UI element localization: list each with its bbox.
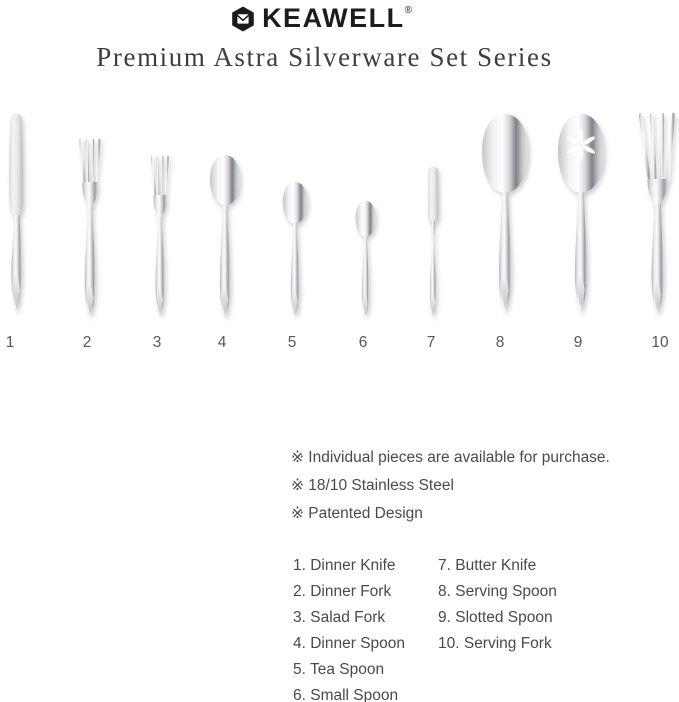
registered-mark: ® [404,5,412,16]
legend-column-1 [293,553,405,702]
serving-fork-image [636,112,678,320]
piece-number-8: 8 [495,334,505,351]
dinner-fork-image [77,138,103,318]
legend-dinner-fork: 2. Dinner Fork [293,583,392,600]
product-notes [291,444,610,528]
brand-name [262,3,412,34]
brand-name-text: KEAWELL [262,3,405,33]
legend-slotted-spoon: 9. Slotted Spoon [438,609,553,626]
piece-number-1: 1 [5,334,15,351]
serving-spoon-image [481,113,529,320]
salad-fork-image [149,155,171,318]
page-title: Premium Astra Silverware Set Series [96,42,553,72]
piece-number-6: 6 [358,334,368,351]
brand-logo-icon [231,6,255,32]
brand-header [0,3,661,34]
tea-spoon-image [282,181,308,318]
butter-knife-image [425,165,441,320]
piece-number-2: 2 [82,334,92,351]
legend-butter-knife: 7. Butter Knife [438,557,537,574]
legend-serving-spoon: 8. Serving Spoon [438,583,557,600]
piece-number-4: 4 [217,334,227,351]
legend-column-2 [438,553,557,657]
piece-number-9: 9 [573,334,583,351]
note-individual-purchase: ※ Individual pieces are available for purchase. [291,449,610,466]
legend-small-spoon: 6. Small Spoon [293,687,399,702]
dinner-knife-image [3,112,29,320]
small-spoon-image [355,200,376,318]
piece-number-10: 10 [651,334,669,351]
slotted-spoon-image [557,113,605,320]
piece-number-3: 3 [152,334,162,351]
piece-number-7: 7 [426,334,436,351]
piece-number-5: 5 [287,334,297,351]
legend-dinner-spoon: 4. Dinner Spoon [293,635,406,652]
legend-salad-fork: 3. Salad Fork [293,609,386,626]
dinner-spoon-image [209,154,241,319]
legend-tea-spoon: 5. Tea Spoon [293,661,385,678]
note-stainless-steel: ※ 18/10 Stainless Steel [291,477,454,494]
note-patented-design: ※ Patented Design [291,505,423,522]
legend-dinner-knife: 1. Dinner Knife [293,557,396,574]
legend-serving-fork: 10. Serving Fork [438,635,552,652]
